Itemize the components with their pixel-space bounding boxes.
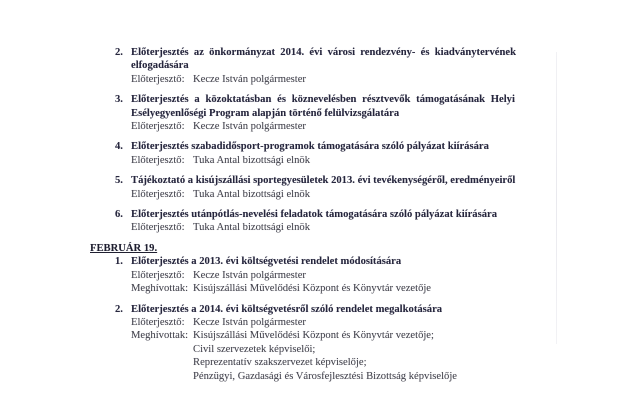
item-title-line: Előterjesztés szabadidősport-programok támogatására szóló pályázat kiírására	[131, 141, 489, 153]
agenda-section	[0, 46, 640, 235]
field-value: Kecze István polgármester	[193, 121, 306, 133]
scan-page-edge-artifact	[556, 52, 557, 344]
item-body	[131, 255, 556, 295]
agenda-item	[115, 46, 640, 86]
item-title-line: Esélyegyenlőségi Program alapján történő felülvizsgálatára	[131, 107, 400, 119]
field-row	[131, 269, 556, 282]
item-title-line: Előterjesztés a 2014. évi költségvetésről szóló rendelet megalkotására	[131, 303, 443, 315]
field-value: Tuka Antal bizottsági elnök	[193, 154, 311, 166]
item-number: 4.	[115, 141, 123, 153]
field-value: Kecze István polgármester	[193, 269, 306, 281]
field-label: Előterjesztő:	[131, 73, 185, 85]
field-value: Kecze István polgármester	[193, 316, 306, 328]
item-number: 6.	[115, 209, 123, 221]
item-title-line: Előterjesztés az önkormányzat 2014. évi városi rendezvény- és kiadványtervének	[131, 47, 516, 58]
item-number: 2.	[115, 303, 123, 315]
agenda-item	[115, 93, 640, 133]
item-body	[131, 140, 556, 167]
item-body	[131, 174, 556, 201]
document-page	[0, 46, 640, 382]
field-label: Előterjesztő:	[131, 121, 185, 133]
field-row	[131, 221, 556, 234]
field-label: Előterjesztő:	[131, 316, 185, 328]
item-title-line: elfogadására	[131, 60, 189, 72]
item-body	[131, 93, 556, 133]
field-row	[131, 329, 556, 382]
field-value: Tuka Antal bizottsági elnök	[193, 188, 311, 200]
item-number: 3.	[115, 94, 123, 106]
field-label: Meghívottak:	[131, 283, 189, 295]
agenda-item	[115, 208, 640, 235]
field-label: Előterjesztő:	[131, 188, 185, 200]
field-value: Civil szervezetek képviselői;	[193, 343, 316, 355]
item-number: 5.	[115, 175, 123, 187]
field-row	[131, 188, 556, 201]
agenda-item	[115, 140, 640, 167]
field-label: Előterjesztő:	[131, 269, 185, 281]
field-value: Reprezentatív szakszervezet képviselője;	[193, 357, 367, 369]
field-value: Kisújszállási Művelődési Központ és Könyvtár vezetője;	[193, 330, 434, 342]
field-value: Tuka Antal bizottsági elnök	[193, 222, 311, 234]
agenda-section	[0, 242, 640, 382]
field-row	[131, 316, 556, 329]
item-title-line: Előterjesztés a 2013. évi költségvetési rendelet módosítására	[131, 256, 402, 268]
section-heading: FEBRUÁR 19.	[90, 242, 158, 254]
item-number: 1.	[115, 256, 123, 268]
field-row	[131, 73, 556, 86]
field-value: Kecze István polgármester	[193, 73, 306, 85]
item-title-line: Előterjesztés a közoktatásban és köznevelésben résztvevők támogatásának Helyi	[131, 94, 515, 106]
item-body	[131, 46, 556, 86]
item-number: 2.	[115, 47, 123, 58]
agenda-item	[115, 303, 640, 382]
field-label: Meghívottak:	[131, 330, 189, 342]
field-label: Előterjesztő:	[131, 222, 185, 234]
clipped-cut-off-line	[193, 370, 556, 382]
field-label: Előterjesztő:	[131, 154, 185, 166]
field-row	[131, 154, 556, 167]
field-value-partial: Pénzügyi, Gazdasági és Városfejlesztési Bizottság képviselője	[193, 370, 457, 382]
item-title-line: Tájékoztató a kisújszállási sportegyesületek 2013. évi tevékenységéről, eredményeiről	[131, 175, 516, 187]
field-row	[131, 120, 556, 133]
agenda-item	[115, 255, 640, 295]
item-title-line: Előterjesztés utánpótlás-nevelési feladatok támogatására szóló pályázat kiírására	[131, 209, 498, 221]
item-body	[131, 303, 556, 382]
agenda-item	[115, 174, 640, 201]
field-value: Kisújszállási Művelődési Központ és Könyvtár vezetője	[193, 283, 432, 295]
item-body	[131, 208, 556, 235]
field-row	[131, 282, 556, 295]
